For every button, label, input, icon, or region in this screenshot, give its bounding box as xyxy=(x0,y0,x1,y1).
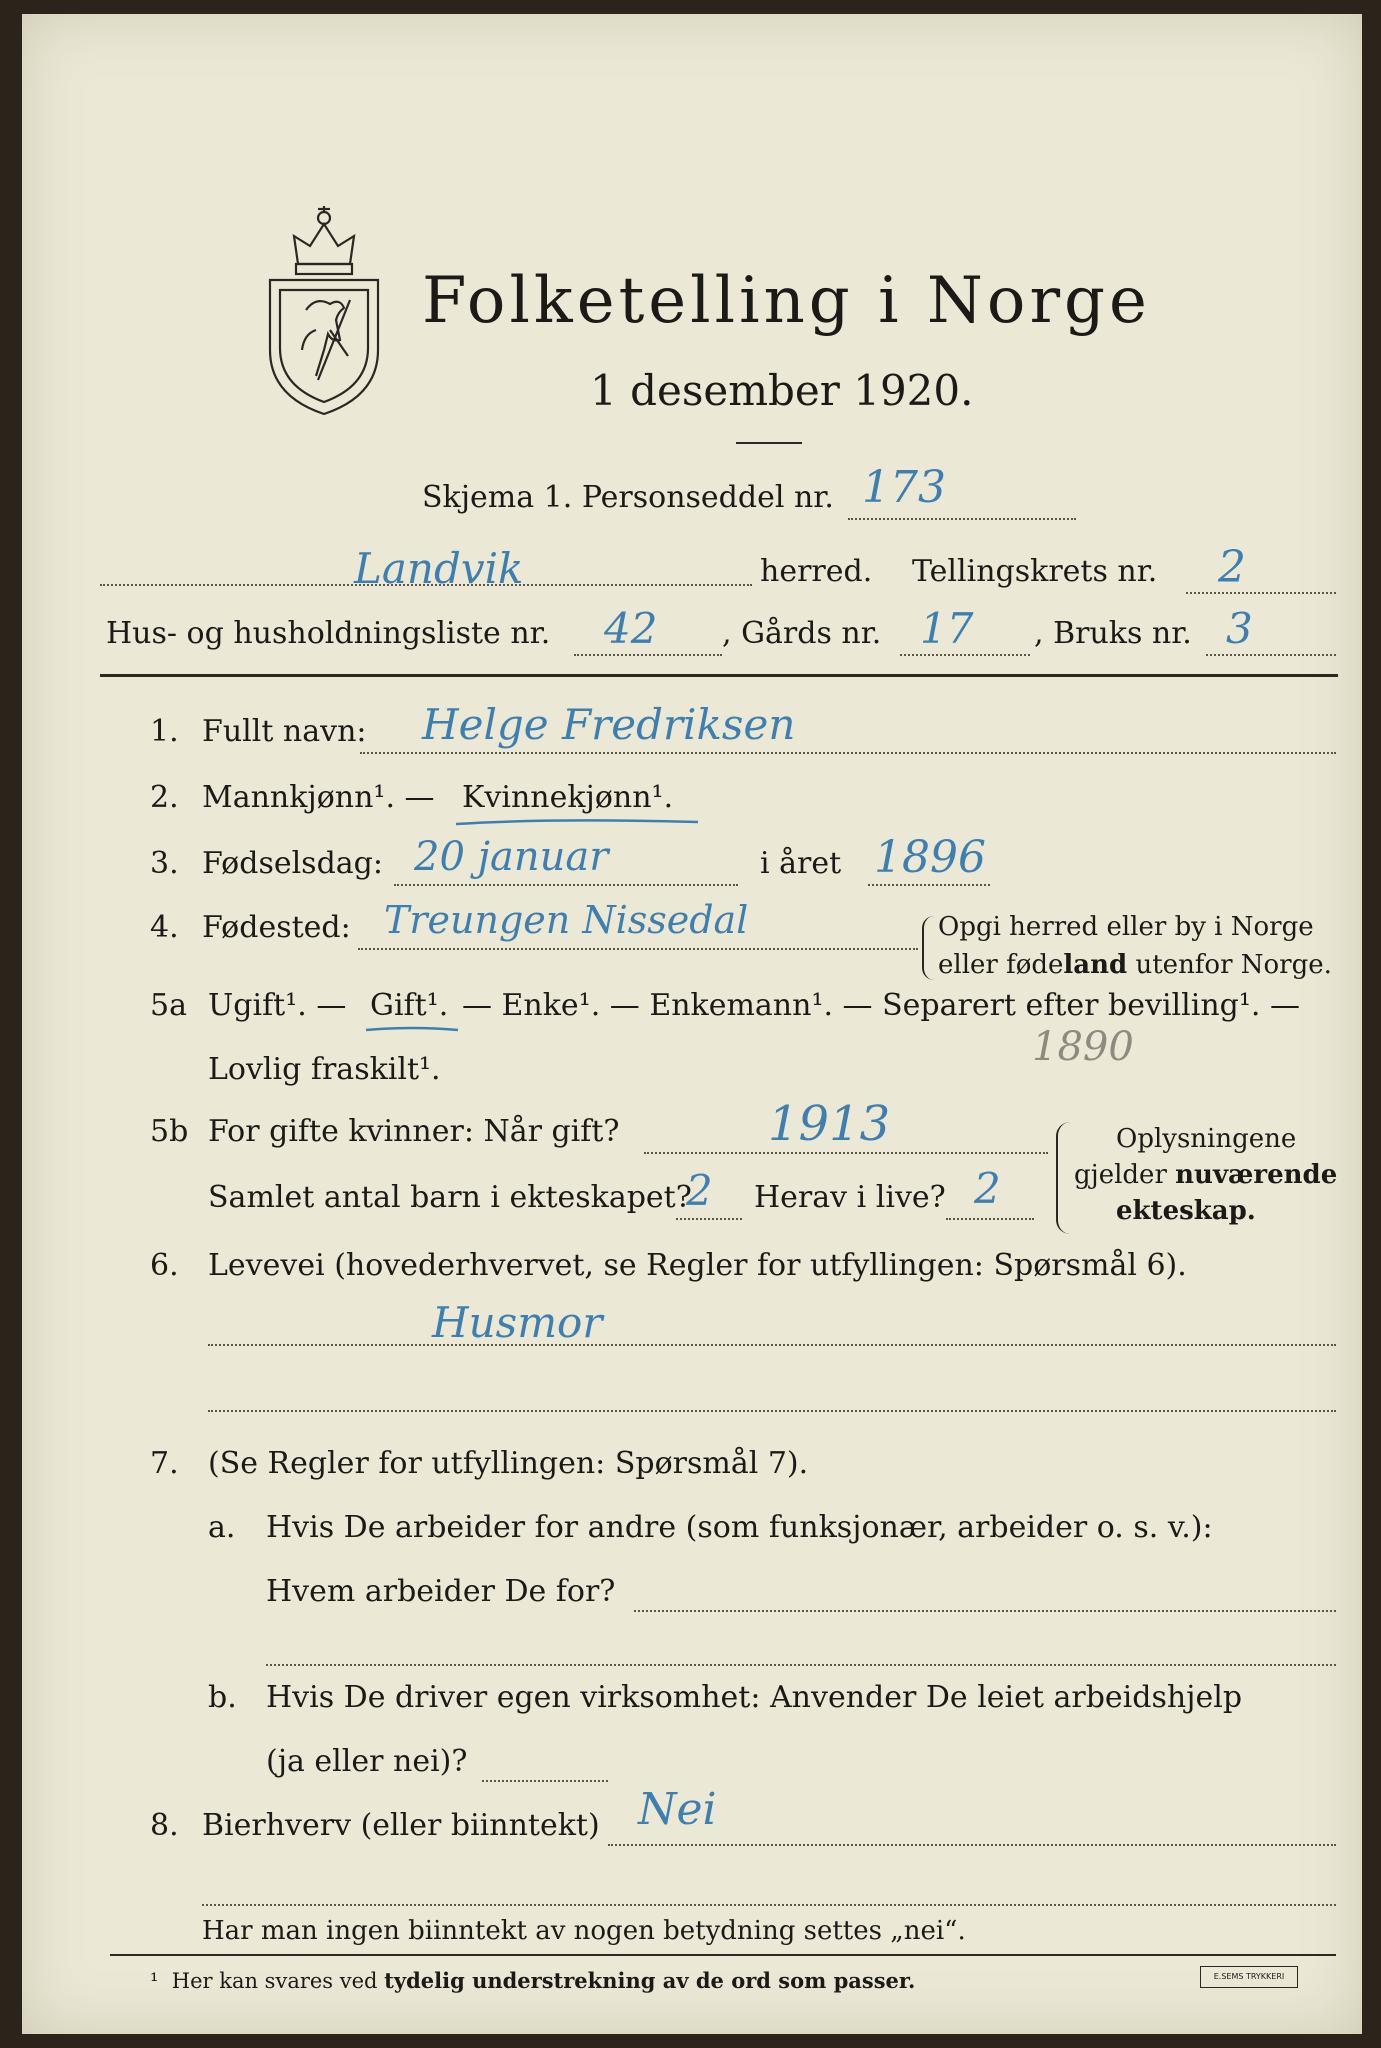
q5a-margin-note: 1890 xyxy=(1032,1024,1134,1070)
q5a-number: 5a xyxy=(150,988,187,1023)
q5b-answer3[interactable]: 2 xyxy=(974,1164,1001,1213)
q7-number: 7. xyxy=(150,1446,179,1481)
q5b-note-line1: Oplysningene xyxy=(1116,1124,1297,1154)
q8-line1 xyxy=(608,1844,1336,1846)
q3-answer-year[interactable]: 1896 xyxy=(874,832,986,883)
q5a-gift: Gift¹. xyxy=(370,988,449,1023)
q2-number: 2. xyxy=(150,780,179,815)
q7b-line2: (ja eller nei)? xyxy=(266,1744,468,1779)
q2-kvinnekjonn-underline xyxy=(452,814,702,834)
q6-line1 xyxy=(208,1344,1336,1346)
q5a-rest: — Enke¹. — Enkemann¹. — Separert efter bevilling¹. — xyxy=(462,988,1300,1023)
q7b-answer-line xyxy=(482,1780,608,1782)
q4-line xyxy=(358,948,918,950)
bruks-value[interactable]: 3 xyxy=(1226,604,1253,653)
q6-number: 6. xyxy=(150,1248,179,1283)
gards-label: , Gårds nr. xyxy=(722,616,882,651)
q3-day-line xyxy=(394,884,738,886)
husholdningsliste-line xyxy=(574,654,722,656)
husholdningsliste-value[interactable]: 42 xyxy=(604,604,658,653)
q6-line2 xyxy=(208,1410,1336,1412)
q7b-letter: b. xyxy=(208,1680,237,1715)
personseddel-nr-value[interactable]: 173 xyxy=(862,462,946,513)
herred-label: herred. xyxy=(760,554,873,589)
q4-answer[interactable]: Treungen Nissedal xyxy=(384,898,749,942)
q4-note-line1: Opgi herred eller by i Norge xyxy=(938,912,1314,942)
q7b-line1: Hvis De driver egen virksomhet: Anvender De leiet arbeidshjelp xyxy=(266,1680,1243,1715)
q2-mannkjonn: Mannkjønn¹. — xyxy=(202,780,435,815)
skjema-label: Skjema 1. Personseddel nr. xyxy=(422,480,834,515)
q5b-number: 5b xyxy=(150,1114,189,1149)
q7a-line1: Hvis De arbeider for andre (som funksjonær, arbeider o. s. v.): xyxy=(266,1510,1213,1545)
q7a-line2: Hvem arbeider De for? xyxy=(266,1574,616,1609)
husholdningsliste-label: Hus- og husholdningsliste nr. xyxy=(106,616,551,651)
q8-line2 xyxy=(202,1904,1336,1906)
printer-stamp: E.SEMS TRYKKERI xyxy=(1200,1966,1298,1988)
personseddel-nr-line xyxy=(848,518,1076,520)
census-date: 1 desember 1920. xyxy=(590,366,974,415)
q5b-label2: Samlet antal barn i ekteskapet? xyxy=(208,1180,692,1215)
q1-number: 1. xyxy=(150,714,179,749)
q4-number: 4. xyxy=(150,910,179,945)
q5b-note-line3: ekteskap. xyxy=(1116,1196,1256,1226)
form-title: Folketelling i Norge xyxy=(422,264,1151,338)
bruks-label: , Bruks nr. xyxy=(1034,616,1192,651)
tellingskrets-value[interactable]: 2 xyxy=(1218,542,1246,593)
q4-brace xyxy=(922,916,934,980)
q8-note: Har man ingen biinntekt av nogen betydning settes „nei“. xyxy=(202,1916,966,1946)
tellingskrets-line xyxy=(1186,592,1336,594)
q5b-line1 xyxy=(644,1152,1048,1154)
q5b-label3: Herav i live? xyxy=(754,1180,946,1215)
q5a-gift-underline xyxy=(362,1024,462,1038)
q7-label: (Se Regler for utfyllingen: Spørsmål 7). xyxy=(208,1446,809,1481)
footnote-rule xyxy=(110,1954,1336,1956)
q7a-answer-line1 xyxy=(634,1610,1336,1612)
q6-label: Levevei (hovederhvervet, se Regler for utfyllingen: Spørsmål 6). xyxy=(208,1248,1187,1283)
bruks-line xyxy=(1206,654,1336,656)
q3-number: 3. xyxy=(150,846,179,881)
q5b-note-line2: gjelder nuværende xyxy=(1074,1160,1338,1190)
q4-label: Fødested: xyxy=(202,910,351,945)
q6-answer[interactable]: Husmor xyxy=(432,1298,603,1347)
q1-line xyxy=(360,752,1336,754)
herred-name-value[interactable]: Landvik xyxy=(354,544,524,593)
q5b-line3 xyxy=(946,1218,1034,1220)
coat-of-arms-icon xyxy=(258,200,390,420)
q1-answer[interactable]: Helge Fredriksen xyxy=(422,700,796,749)
q3-label: Fødselsdag: xyxy=(202,846,383,881)
title-divider xyxy=(736,442,802,444)
q5b-brace xyxy=(1056,1122,1070,1234)
gards-line xyxy=(900,654,1030,656)
q3-year-label: i året xyxy=(760,846,842,881)
q3-answer-day[interactable]: 20 januar xyxy=(414,834,609,880)
q7a-answer-line2 xyxy=(266,1664,1336,1666)
q8-label: Bierhverv (eller biinntekt) xyxy=(202,1808,600,1843)
q4-note-line2: eller fødeland utenfor Norge. xyxy=(938,950,1332,980)
q5b-answer2[interactable]: 2 xyxy=(686,1166,713,1215)
q8-number: 8. xyxy=(150,1808,179,1843)
q5b-label1: For gifte kvinner: Når gift? xyxy=(208,1114,620,1149)
q8-answer[interactable]: Nei xyxy=(638,1784,717,1835)
q3-year-line xyxy=(868,884,990,886)
q5a-line2: Lovlig fraskilt¹. xyxy=(208,1052,441,1087)
q7a-letter: a. xyxy=(208,1510,236,1545)
q5b-answer1[interactable]: 1913 xyxy=(768,1096,891,1152)
tellingskrets-label: Tellingskrets nr. xyxy=(912,554,1158,589)
census-form-sheet xyxy=(22,14,1362,2034)
header-rule xyxy=(100,674,1338,677)
gards-value[interactable]: 17 xyxy=(920,604,974,653)
q2-kvinnekjonn: Kvinnekjønn¹. xyxy=(462,780,674,815)
q5b-line2 xyxy=(676,1218,742,1220)
q1-label: Fullt navn: xyxy=(202,714,367,749)
footnote: ¹ Her kan svares ved tydelig understrekning av de ord som passer. xyxy=(150,1968,916,1993)
q5a-ugift: Ugift¹. — xyxy=(208,988,347,1023)
